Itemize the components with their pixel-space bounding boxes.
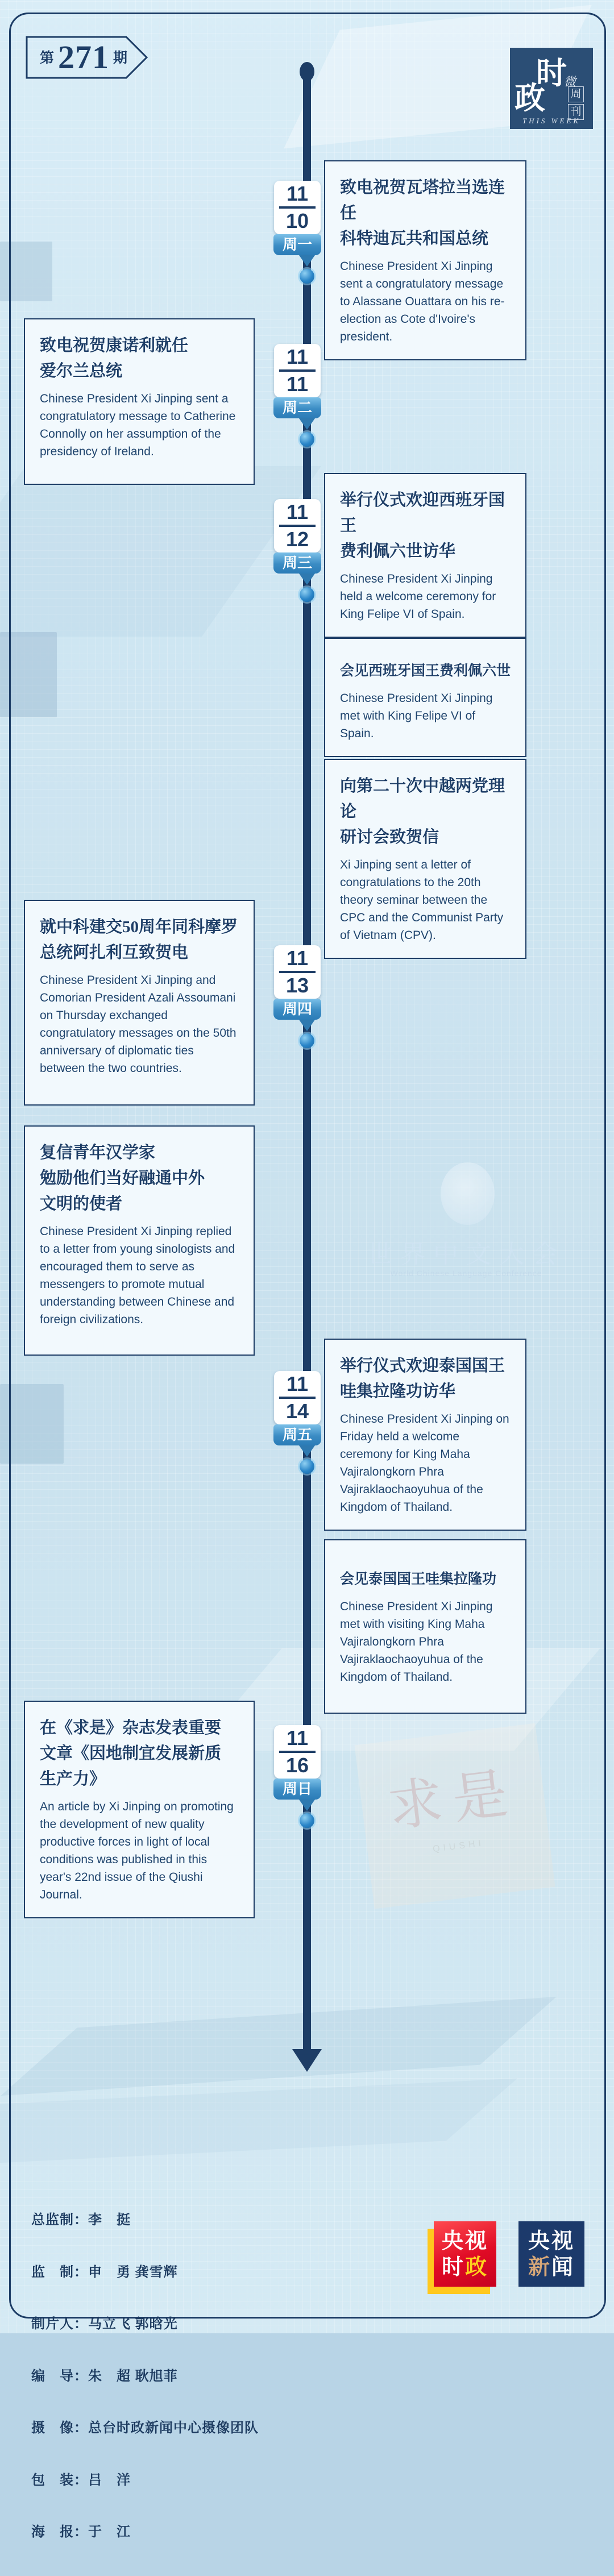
qiushi-watermark-latin: QIUSHI xyxy=(432,1838,485,1855)
conference-watermark xyxy=(318,1137,614,1307)
credit-line: 监 制：申 勇 龚雪辉 xyxy=(31,2264,178,2280)
card-title-line: 哇集拉隆功访华 xyxy=(340,1382,456,1401)
date-month: 11 xyxy=(286,1372,309,1395)
card-title-line: 文明的使者 xyxy=(40,1195,123,1213)
date-marker-nov16 xyxy=(273,1725,321,1862)
marker-pointer-icon xyxy=(299,574,315,585)
date-month: 11 xyxy=(286,182,309,205)
marker-pointer-icon xyxy=(299,255,315,267)
weekday-label: 周五 xyxy=(273,1424,321,1445)
timeline-node-dot xyxy=(300,1813,314,1828)
qiushi-watermark-chars: 求是 xyxy=(384,1761,521,1838)
card-body: Chinese President Xi Jinping replied to a letter from young sinologists and encouraged them to serve as messengers to promote mutual understanding between Chinese and foreign civilizations. xyxy=(40,1225,235,1326)
logo-row xyxy=(528,2254,575,2280)
credit-line: 包 装：吕 洋 xyxy=(31,2472,131,2488)
card-title-line: 勉励他们当好融通中外 xyxy=(40,1169,205,1187)
marker-pointer-icon xyxy=(299,1445,315,1457)
card-body: Chinese President Xi Jinping met with visiting King Maha Vajiralongkorn Phra Vajiraklaochaoyuhua of the Kingdom of Thailand. xyxy=(340,1600,493,1684)
news-card-qiushi-article xyxy=(24,1701,255,1918)
card-body: Chinese President Xi Jinping held a welcome ceremony for King Felipe VI of Spain. xyxy=(340,572,496,621)
date-day: 14 xyxy=(285,1399,309,1423)
card-title-line: 致电祝贺康诺利就任 xyxy=(40,336,189,355)
shizheng-weekly-logo xyxy=(510,48,593,129)
news-card-spain-meeting xyxy=(324,638,526,757)
date-day: 12 xyxy=(285,527,309,551)
logo-row: 央视 xyxy=(441,2229,488,2253)
bg-photo xyxy=(0,1384,64,1464)
card-title xyxy=(40,333,239,384)
logo-char-accent: 政 xyxy=(465,2255,489,2279)
card-title xyxy=(340,1353,511,1405)
logo-tagline: THIS WEEK xyxy=(522,117,581,125)
logo-char-kan: 刊 xyxy=(568,104,584,120)
news-card-thailand-meeting xyxy=(324,1539,526,1714)
logo-char-accent: 新 xyxy=(528,2255,551,2279)
news-card-cpv-seminar xyxy=(324,759,526,959)
card-title xyxy=(40,1715,239,1792)
date-box xyxy=(274,1725,321,1779)
issue-badge-suffix: 期 xyxy=(113,51,128,66)
globe-icon xyxy=(441,1162,495,1225)
news-card-spain-welcome xyxy=(324,473,526,638)
card-body: An article by Xi Jinping on promoting the development of new quality productive forces in light of local conditions was published in this year's 22nd issue of the Qiushi Journal. xyxy=(40,1800,234,1901)
logo-char-zheng: 政 xyxy=(515,81,545,115)
date-divider xyxy=(279,525,316,527)
card-title-line: 在《求是》杂志发表重要 xyxy=(40,1719,222,1737)
date-box xyxy=(274,181,321,234)
logo-char-wei: 微 xyxy=(564,75,576,89)
date-divider xyxy=(279,971,316,973)
card-body: Chinese President Xi Jinping on Friday held a welcome ceremony for King Maha Vajiralongkorn Phra Vajiraklaochaoyuhua of the Kingdom of Thailand. xyxy=(340,1412,509,1514)
bg-photo xyxy=(0,632,57,717)
date-day: 16 xyxy=(285,1754,309,1777)
date-marker-nov11 xyxy=(273,344,321,480)
logo-char: 时 xyxy=(441,2255,465,2279)
card-body: Chinese President Xi Jinping sent a congratulatory message to Catherine Connolly on her assumption of the presidency of Ireland. xyxy=(40,392,236,458)
card-title-line: 举行仪式欢迎西班牙国王 xyxy=(340,491,505,535)
card-title-line: 研讨会致贺信 xyxy=(340,828,439,846)
credit-line: 制片人：马立飞 郭晗光 xyxy=(31,2316,178,2332)
card-title-line: 会见泰国国王哇集拉隆功 xyxy=(340,1572,497,1587)
marker-pointer-icon xyxy=(299,1800,315,1811)
conference-watermark-title: 世界中文大会 xyxy=(367,1240,565,1268)
card-title-line: 爱尔兰总统 xyxy=(40,362,123,380)
bg-polygon xyxy=(0,2079,517,2168)
issue-number: 271 xyxy=(58,38,109,76)
card-title-line: 会见西班牙国王费利佩六世 xyxy=(340,663,511,679)
card-title-line: 生产力》 xyxy=(40,1770,106,1788)
timeline-node-dot xyxy=(300,587,314,602)
news-card-comoros xyxy=(24,900,255,1106)
weekday-label: 周一 xyxy=(273,234,321,255)
news-card-thailand-welcome xyxy=(324,1339,526,1531)
card-title xyxy=(40,1140,239,1217)
card-title-line: 举行仪式欢迎泰国国王 xyxy=(340,1357,505,1375)
card-body: Chinese President Xi Jinping sent a congratulatory message to Alassane Ouattara on his re-election as Cote d'Ivoire's president. xyxy=(340,260,505,343)
card-body: Chinese President Xi Jinping and Comorian President Azali Assoumani on Thursday exchanged congratulatory messages on the 50th anniversary of diplomatic ties between the two countries. xyxy=(40,974,237,1075)
credit-line: 总监制：李 挺 xyxy=(31,2212,131,2228)
credit-line: 编 导：朱 超 耿旭菲 xyxy=(31,2368,178,2384)
date-divider xyxy=(279,1751,316,1753)
news-card-ouattara xyxy=(324,160,526,360)
card-title-line: 科特迪瓦共和国总统 xyxy=(340,230,489,248)
production-credits xyxy=(31,2177,259,2576)
timeline-node-dot xyxy=(300,1459,314,1474)
timeline-node-dot xyxy=(300,432,314,447)
logo-row xyxy=(442,2254,488,2280)
news-card-ireland xyxy=(24,318,255,485)
date-divider xyxy=(279,1397,316,1399)
logo-char: 闻 xyxy=(551,2255,575,2279)
logo-char-shi: 时 xyxy=(536,56,567,90)
card-title-line: 文章《因地制宜发展新质 xyxy=(40,1744,222,1763)
weekday-label: 周日 xyxy=(273,1779,321,1800)
weekday-label: 周四 xyxy=(273,999,321,1020)
date-divider xyxy=(279,206,316,209)
card-title-line: 总统阿扎利互致贺电 xyxy=(40,944,189,962)
weekday-label: 周二 xyxy=(273,397,321,418)
date-day: 11 xyxy=(286,372,309,396)
date-marker-nov12 xyxy=(273,499,321,635)
logo-row: 央视 xyxy=(528,2229,575,2253)
card-title xyxy=(340,175,511,252)
marker-pointer-icon xyxy=(299,418,315,430)
credit-line: 海 报：于 江 xyxy=(31,2524,131,2540)
cctv-shizheng-logo xyxy=(434,2221,496,2287)
date-divider xyxy=(279,369,316,372)
timeline-node-dot xyxy=(300,1033,314,1048)
card-title xyxy=(340,488,511,564)
date-box xyxy=(274,1371,321,1424)
card-body: Chinese President Xi Jinping met with King Felipe VI of Spain. xyxy=(340,692,493,740)
issue-badge-prefix: 第 xyxy=(39,51,54,66)
card-title-line: 复信青年汉学家 xyxy=(40,1144,156,1162)
timeline-node-dot xyxy=(300,269,314,284)
card-body: Xi Jinping sent a letter of congratulations to the 20th theory seminar between the CPC and the Communist Party of Vietnam (CPV). xyxy=(340,858,504,942)
card-title-line: 就中科建交50周年同科摩罗 xyxy=(40,918,238,936)
date-day: 13 xyxy=(285,974,309,997)
date-month: 11 xyxy=(286,1726,309,1750)
credit-line: 摄 像：总台时政新闻中心摄像团队 xyxy=(31,2420,259,2436)
card-title xyxy=(340,774,511,850)
bg-photo xyxy=(0,242,52,301)
date-box xyxy=(274,499,321,552)
cctv-news-logo xyxy=(518,2221,584,2287)
logo-char-zhou: 周 xyxy=(568,86,584,102)
date-day: 10 xyxy=(285,209,309,232)
date-month: 11 xyxy=(286,345,309,368)
weekday-label: 周三 xyxy=(273,552,321,574)
news-card-sinologists xyxy=(24,1125,255,1356)
date-month: 11 xyxy=(286,500,309,523)
card-title xyxy=(340,658,511,684)
card-title-line: 致电祝贺瓦塔拉当选连任 xyxy=(340,178,505,222)
conference-watermark-subtitle: World Chinese Language Conference xyxy=(390,1269,542,1278)
timeline-arrow-icon xyxy=(292,2049,322,2072)
date-marker-nov14 xyxy=(273,1371,321,1507)
card-title xyxy=(340,1567,511,1592)
date-marker-nov13 xyxy=(273,945,321,1082)
date-box xyxy=(274,344,321,397)
bg-polygon xyxy=(1,1997,556,2096)
date-marker-nov10 xyxy=(273,181,321,317)
date-month: 11 xyxy=(286,946,309,970)
qiushi-watermark xyxy=(355,1723,555,1909)
card-title-line: 费利佩六世访华 xyxy=(340,542,456,560)
issue-badge xyxy=(25,35,152,80)
marker-pointer-icon xyxy=(299,1020,315,1031)
date-box xyxy=(274,945,321,999)
card-title-line: 向第二十次中越两党理论 xyxy=(340,777,505,821)
card-title xyxy=(40,915,239,966)
